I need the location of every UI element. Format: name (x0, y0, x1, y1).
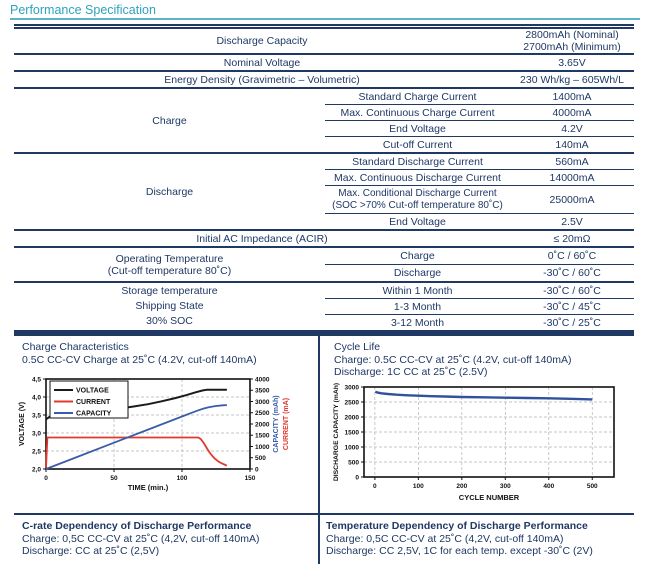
caption-line: Charge: 0,5C CC-CV at 25˚C (4,2V, cut-off 140mA) (22, 532, 260, 545)
svg-text:0: 0 (44, 475, 48, 482)
subrow-value: 14000mA (549, 171, 595, 184)
spec-group-discharge (14, 152, 634, 229)
group-subrows (325, 248, 634, 281)
chart-condition-line: Charge: 0.5C CC-CV at 25˚C (4.2V, cut-off 140mA) (334, 353, 572, 366)
subrow-name: Cut-off Current (382, 138, 453, 151)
svg-text:CAPACITY: CAPACITY (76, 410, 112, 418)
subrow-name: Standard Discharge Current (352, 155, 483, 168)
svg-text:100: 100 (412, 482, 424, 490)
svg-text:3000: 3000 (344, 383, 359, 391)
svg-text:4,5: 4,5 (31, 376, 41, 384)
spec-subrow (325, 136, 634, 152)
spec-subrow (325, 283, 634, 298)
svg-text:1500: 1500 (255, 432, 270, 440)
chart-title: Charge Characteristics (22, 341, 129, 353)
group-subrows (325, 89, 634, 152)
spec-subrow (325, 104, 634, 120)
svg-text:2,0: 2,0 (31, 466, 41, 474)
subrow-value: 0˚C / 60˚C (547, 250, 597, 262)
spec-subrow (325, 248, 634, 264)
svg-text:2,5: 2,5 (31, 448, 41, 456)
performance-spec-table (14, 24, 634, 333)
caption-title: Temperature Dependency of Discharge Performance (326, 519, 588, 532)
subrow-value: 4000mA (552, 106, 592, 119)
spec-row-discharge-capacity (14, 29, 634, 53)
subrow-name: Max. Conditional Discharge Current (SOC >70% Cut-off temperature 80˚C) (332, 188, 503, 211)
svg-text:2000: 2000 (255, 421, 270, 429)
subrow-name: Discharge (393, 267, 442, 279)
chart-subtitle: 0.5C CC-CV Charge at 25˚C (4.2V, cut-off 140mA) (22, 354, 257, 366)
row-value (510, 29, 634, 53)
svg-text:2000: 2000 (344, 413, 359, 421)
svg-text:400: 400 (543, 482, 555, 490)
spec-group-charge (14, 87, 634, 152)
svg-text:VOLTAGE: VOLTAGE (76, 387, 109, 395)
subrow-name: Within 1 Month (382, 284, 453, 297)
svg-text:2500: 2500 (255, 410, 270, 418)
spec-subrow (325, 154, 634, 169)
chart-condition-line: Discharge: 1C CC at 25˚C (2.5V) (334, 366, 488, 378)
caption-title: C-rate Dependency of Discharge Performance (22, 519, 252, 532)
spec-row-energy-density (14, 70, 634, 87)
charge-characteristics-chart (16, 371, 312, 507)
svg-text:CURRENT (mA): CURRENT (mA) (283, 397, 290, 451)
svg-text:3500: 3500 (255, 387, 270, 395)
chart-title: Cycle Life (334, 341, 381, 353)
svg-text:1500: 1500 (344, 428, 359, 436)
subrow-value: -30˚C / 60˚C (543, 284, 601, 297)
spec-subrow (325, 264, 634, 281)
caption-line: Discharge: CC 2,5V, 1C for each temp. except -30˚C (2V) (326, 545, 593, 557)
svg-text:100: 100 (176, 475, 188, 482)
c-rate-dependency-caption (14, 515, 318, 564)
svg-text:CAPACITY (mAh): CAPACITY (mAh) (273, 395, 280, 453)
subrow-value: 140mA (555, 138, 589, 151)
group-label: Charge (152, 114, 187, 127)
spec-subrow (325, 89, 634, 104)
svg-text:1000: 1000 (344, 443, 359, 451)
svg-text:4000: 4000 (255, 376, 270, 384)
subrow-name: End Voltage (389, 215, 446, 228)
svg-text:0: 0 (355, 473, 359, 481)
svg-text:500: 500 (586, 482, 598, 490)
group-label: Discharge (145, 185, 194, 198)
svg-text:3,5: 3,5 (31, 412, 41, 420)
subrow-value: 560mA (555, 155, 589, 168)
subrow-name: Standard Charge Current (358, 90, 477, 103)
spec-row-nominal-voltage (14, 53, 634, 70)
row-label: Initial AC Impedance (ACIR) (196, 232, 328, 245)
temperature-dependency-caption (318, 515, 634, 564)
charge-characteristics-panel (14, 336, 318, 513)
subrow-name: 3-12 Month (390, 316, 445, 329)
page-title: Performance Specification (10, 3, 156, 17)
svg-text:CURRENT: CURRENT (76, 399, 111, 406)
subrow-value: -30˚C / 60˚C (543, 267, 601, 279)
svg-text:200: 200 (456, 482, 468, 490)
subrow-name: End Voltage (389, 122, 446, 135)
svg-text:300: 300 (499, 482, 511, 490)
spec-group-operating-temperature (14, 246, 634, 281)
spec-subrow (325, 213, 634, 229)
svg-text:500: 500 (348, 458, 359, 466)
charts-section (14, 333, 634, 513)
subrow-value: 1400mA (552, 90, 592, 103)
row-value: 230 Wh/kg – 605Wh/L (520, 73, 624, 86)
svg-text:0: 0 (255, 466, 259, 474)
subrow-name: Charge (400, 250, 435, 262)
cycle-life-panel (318, 336, 634, 513)
svg-text:3000: 3000 (255, 398, 270, 406)
bottom-captions (14, 513, 634, 564)
spec-subrow (325, 120, 634, 136)
row-label: Energy Density (Gravimetric – Volumetric) (164, 73, 360, 86)
svg-text:3,0: 3,0 (31, 430, 41, 438)
spec-subrow (325, 314, 634, 330)
page-header (10, 0, 640, 20)
subrow-value: 25000mA (549, 193, 595, 206)
subrow-name: Max. Continuous Discharge Current (334, 171, 501, 184)
caption-line: Charge: 0,5C CC-CV at 25˚C (4,2V, cut-off 140mA) (326, 532, 564, 545)
svg-text:VOLTAGE (V): VOLTAGE (V) (19, 401, 26, 447)
row-label: Discharge Capacity (216, 35, 308, 47)
svg-text:CYCLE NUMBER: CYCLE NUMBER (458, 492, 520, 502)
group-label: Operating Temperature (Cut-off temperature 80˚C) (107, 252, 232, 277)
subrow-name: 1-3 Month (393, 300, 442, 313)
svg-text:TIME (min.): TIME (min.) (127, 483, 169, 492)
group-subrows (325, 283, 634, 330)
svg-text:DISCHARGE CAPACITY (mAh): DISCHARGE CAPACITY (mAh) (333, 382, 340, 481)
svg-text:2500: 2500 (344, 398, 359, 406)
spec-subrow (325, 169, 634, 185)
spec-group-storage (14, 281, 634, 330)
row-value: ≤ 20mΩ (553, 232, 591, 245)
subrow-value: -30˚C / 45˚C (543, 300, 601, 313)
group-subrows (325, 154, 634, 229)
row-value: 3.65V (558, 56, 586, 69)
svg-text:150: 150 (244, 475, 256, 482)
svg-text:500: 500 (255, 455, 266, 463)
row-label: Nominal Voltage (223, 56, 301, 69)
caption-line: Discharge: CC at 25˚C (2,5V) (22, 545, 160, 557)
spec-row-acir (14, 229, 634, 246)
spec-subrow (325, 298, 634, 314)
svg-text:4,0: 4,0 (31, 394, 41, 402)
subrow-value: 4.2V (561, 122, 583, 135)
cycle-life-chart (328, 381, 636, 513)
svg-text:50: 50 (110, 475, 118, 482)
subrow-name: Max. Continuous Charge Current (340, 106, 495, 119)
spec-subrow (325, 185, 634, 213)
value-line: 2800mAh (Nominal) (525, 29, 619, 41)
subrow-value: 2.5V (561, 215, 583, 228)
svg-text:0: 0 (373, 482, 377, 490)
svg-text:1000: 1000 (255, 443, 270, 451)
group-label: Storage temperature Shipping State 30% SOC (121, 285, 218, 327)
subrow-value: -30˚C / 25˚C (543, 316, 601, 329)
value-line: 2700mAh (Minimum) (523, 41, 621, 53)
